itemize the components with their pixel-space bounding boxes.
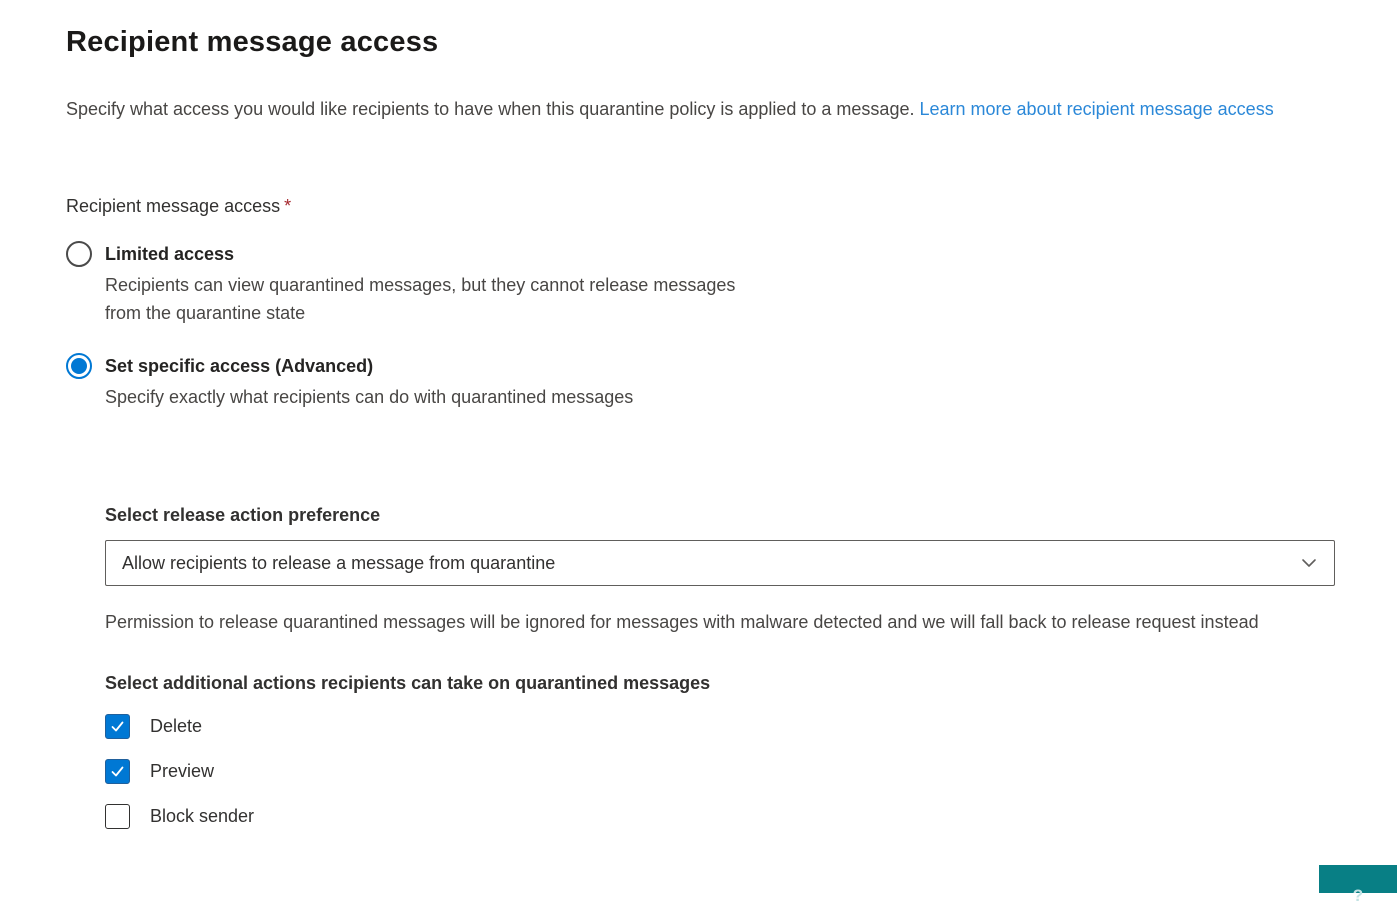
preview-checkbox[interactable]	[105, 759, 130, 784]
delete-checkbox-label[interactable]: Delete	[150, 716, 203, 736]
release-action-label: Select release action preference	[105, 505, 381, 525]
radio-option-limited-access[interactable]	[66, 241, 1397, 327]
radio-option-set-specific-access[interactable]	[66, 353, 1397, 411]
chevron-down-icon	[1300, 554, 1318, 572]
learn-more-link[interactable]: Learn more about recipient message access	[919, 99, 1274, 119]
preview-checkbox-label[interactable]: Preview	[150, 761, 215, 781]
checkbox-row-preview[interactable]	[105, 759, 1397, 784]
checkbox-row-block-sender[interactable]	[105, 804, 1397, 829]
additional-actions-label: Select additional actions recipients can take on quarantined messages	[105, 673, 711, 693]
block-sender-checkbox[interactable]	[105, 804, 130, 829]
radio-button-icon[interactable]	[66, 241, 92, 267]
radio-option-description: Specify exactly what recipients can do with quarantined messages	[105, 387, 634, 407]
radio-option-texts	[105, 241, 737, 327]
checkmark-icon	[110, 719, 125, 734]
feedback-help-button[interactable]	[1319, 865, 1397, 905]
advanced-access-subsection	[105, 505, 1397, 829]
checkbox-row-delete[interactable]	[105, 714, 1397, 739]
help-question-icon: ?	[1352, 886, 1364, 905]
release-action-dropdown[interactable]	[105, 540, 1335, 586]
checkmark-icon	[110, 764, 125, 779]
intro-paragraph	[66, 95, 1338, 124]
required-asterisk: *	[284, 196, 292, 216]
radio-button-icon[interactable]	[66, 353, 92, 379]
radio-group-label	[66, 196, 1397, 217]
release-action-note: Permission to release quarantined messages will be ignored for messages with malware detected and we will fall back to release request instead	[105, 612, 1259, 632]
delete-checkbox[interactable]	[105, 714, 130, 739]
radio-option-texts	[105, 353, 633, 411]
radio-option-description: Recipients can view quarantined messages, but they cannot release messages from the quarantine state	[105, 275, 736, 323]
radio-option-label[interactable]: Set specific access (Advanced)	[105, 356, 374, 376]
radio-group-label-text: Recipient message access	[66, 196, 281, 216]
radio-option-label[interactable]: Limited access	[105, 244, 235, 264]
page-title: Recipient message access	[66, 26, 439, 58]
block-sender-checkbox-label[interactable]: Block sender	[150, 806, 255, 826]
release-action-selected-value: Allow recipients to release a message from quarantine	[122, 552, 556, 573]
intro-text: Specify what access you would like recipients to have when this quarantine policy is applied to a message.	[66, 99, 915, 119]
